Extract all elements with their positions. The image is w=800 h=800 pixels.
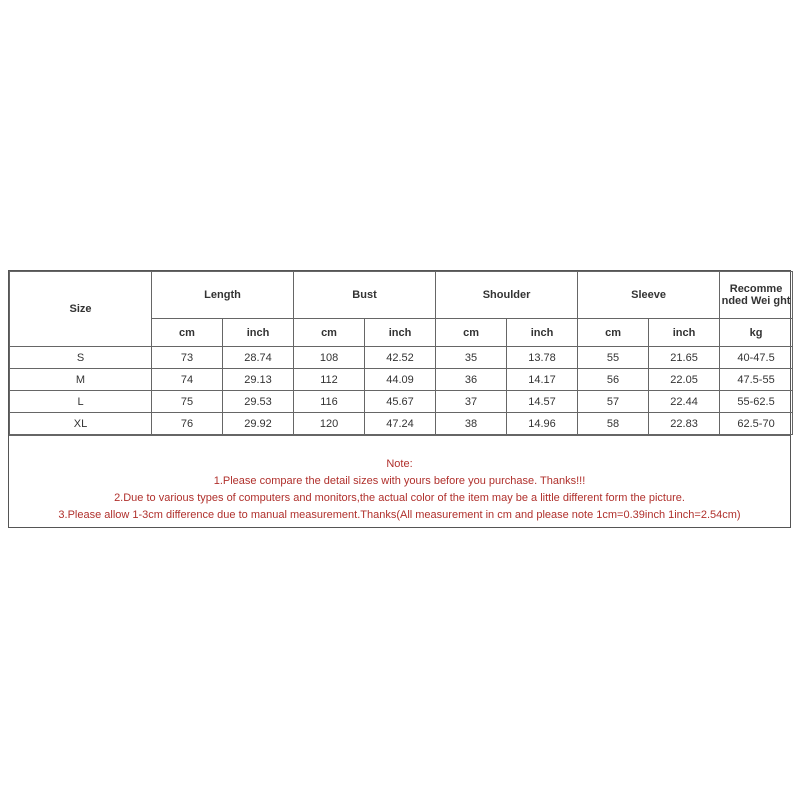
sleeve-cm-unit: cm xyxy=(578,319,649,347)
length-cm-cell: 75 xyxy=(152,391,223,413)
recommended-weight-header: Recomme nded Wei ght xyxy=(720,272,793,319)
bust-cm-cell: 108 xyxy=(294,347,365,369)
note-title: Note: xyxy=(386,458,413,470)
shoulder-cm-cell: 38 xyxy=(436,413,507,435)
length-inch-cell: 28.74 xyxy=(223,347,294,369)
weight-kg-unit: kg xyxy=(720,319,793,347)
bust-header: Bust xyxy=(294,272,436,319)
shoulder-inch-unit: inch xyxy=(507,319,578,347)
sleeve-cm-cell: 56 xyxy=(578,369,649,391)
header-row-main xyxy=(10,272,793,319)
shoulder-cm-cell: 36 xyxy=(436,369,507,391)
sleeve-inch-cell: 22.44 xyxy=(649,391,720,413)
size-cell: S xyxy=(10,347,152,369)
bust-inch-cell: 47.24 xyxy=(365,413,436,435)
length-cm-cell: 76 xyxy=(152,413,223,435)
sleeve-cm-cell: 57 xyxy=(578,391,649,413)
shoulder-header: Shoulder xyxy=(436,272,578,319)
shoulder-inch-cell: 14.57 xyxy=(507,391,578,413)
length-cm-cell: 74 xyxy=(152,369,223,391)
weight-cell: 55-62.5 xyxy=(720,391,793,413)
note-line-3: 3.Please allow 1-3cm difference due to manual measurement.Thanks(All measurement in cm and please note 1cm=0.39inch 1inch=2.54cm) xyxy=(58,509,741,521)
size-cell: M xyxy=(10,369,152,391)
bust-inch-cell: 44.09 xyxy=(365,369,436,391)
table-row xyxy=(10,413,793,435)
size-chart xyxy=(8,270,791,528)
weight-cell: 47.5-55 xyxy=(720,369,793,391)
notes-section xyxy=(9,435,790,527)
bust-inch-unit: inch xyxy=(365,319,436,347)
bust-cm-cell: 116 xyxy=(294,391,365,413)
bust-cm-cell: 112 xyxy=(294,369,365,391)
sleeve-cm-cell: 55 xyxy=(578,347,649,369)
sleeve-inch-unit: inch xyxy=(649,319,720,347)
shoulder-inch-cell: 13.78 xyxy=(507,347,578,369)
length-inch-cell: 29.92 xyxy=(223,413,294,435)
shoulder-inch-cell: 14.96 xyxy=(507,413,578,435)
length-header: Length xyxy=(152,272,294,319)
sleeve-header: Sleeve xyxy=(578,272,720,319)
length-inch-cell: 29.13 xyxy=(223,369,294,391)
sleeve-inch-cell: 22.83 xyxy=(649,413,720,435)
size-header: Size xyxy=(10,272,152,347)
shoulder-cm-cell: 35 xyxy=(436,347,507,369)
table-row xyxy=(10,347,793,369)
length-cm-cell: 73 xyxy=(152,347,223,369)
length-inch-unit: inch xyxy=(223,319,294,347)
sleeve-inch-cell: 22.05 xyxy=(649,369,720,391)
length-inch-cell: 29.53 xyxy=(223,391,294,413)
size-cell: L xyxy=(10,391,152,413)
sleeve-inch-cell: 21.65 xyxy=(649,347,720,369)
sleeve-cm-cell: 58 xyxy=(578,413,649,435)
note-line-1: 1.Please compare the detail sizes with yours before you purchase. Thanks!!! xyxy=(213,475,586,487)
weight-cell: 62.5-70 xyxy=(720,413,793,435)
length-cm-unit: cm xyxy=(152,319,223,347)
size-cell: XL xyxy=(10,413,152,435)
table-row xyxy=(10,391,793,413)
shoulder-cm-unit: cm xyxy=(436,319,507,347)
note-line-2: 2.Due to various types of computers and monitors,the actual color of the item may be a little different form the picture. xyxy=(114,492,685,504)
table-row xyxy=(10,369,793,391)
shoulder-inch-cell: 14.17 xyxy=(507,369,578,391)
size-table xyxy=(9,271,793,435)
bust-inch-cell: 45.67 xyxy=(365,391,436,413)
bust-cm-cell: 120 xyxy=(294,413,365,435)
bust-cm-unit: cm xyxy=(294,319,365,347)
shoulder-cm-cell: 37 xyxy=(436,391,507,413)
weight-cell: 40-47.5 xyxy=(720,347,793,369)
bust-inch-cell: 42.52 xyxy=(365,347,436,369)
